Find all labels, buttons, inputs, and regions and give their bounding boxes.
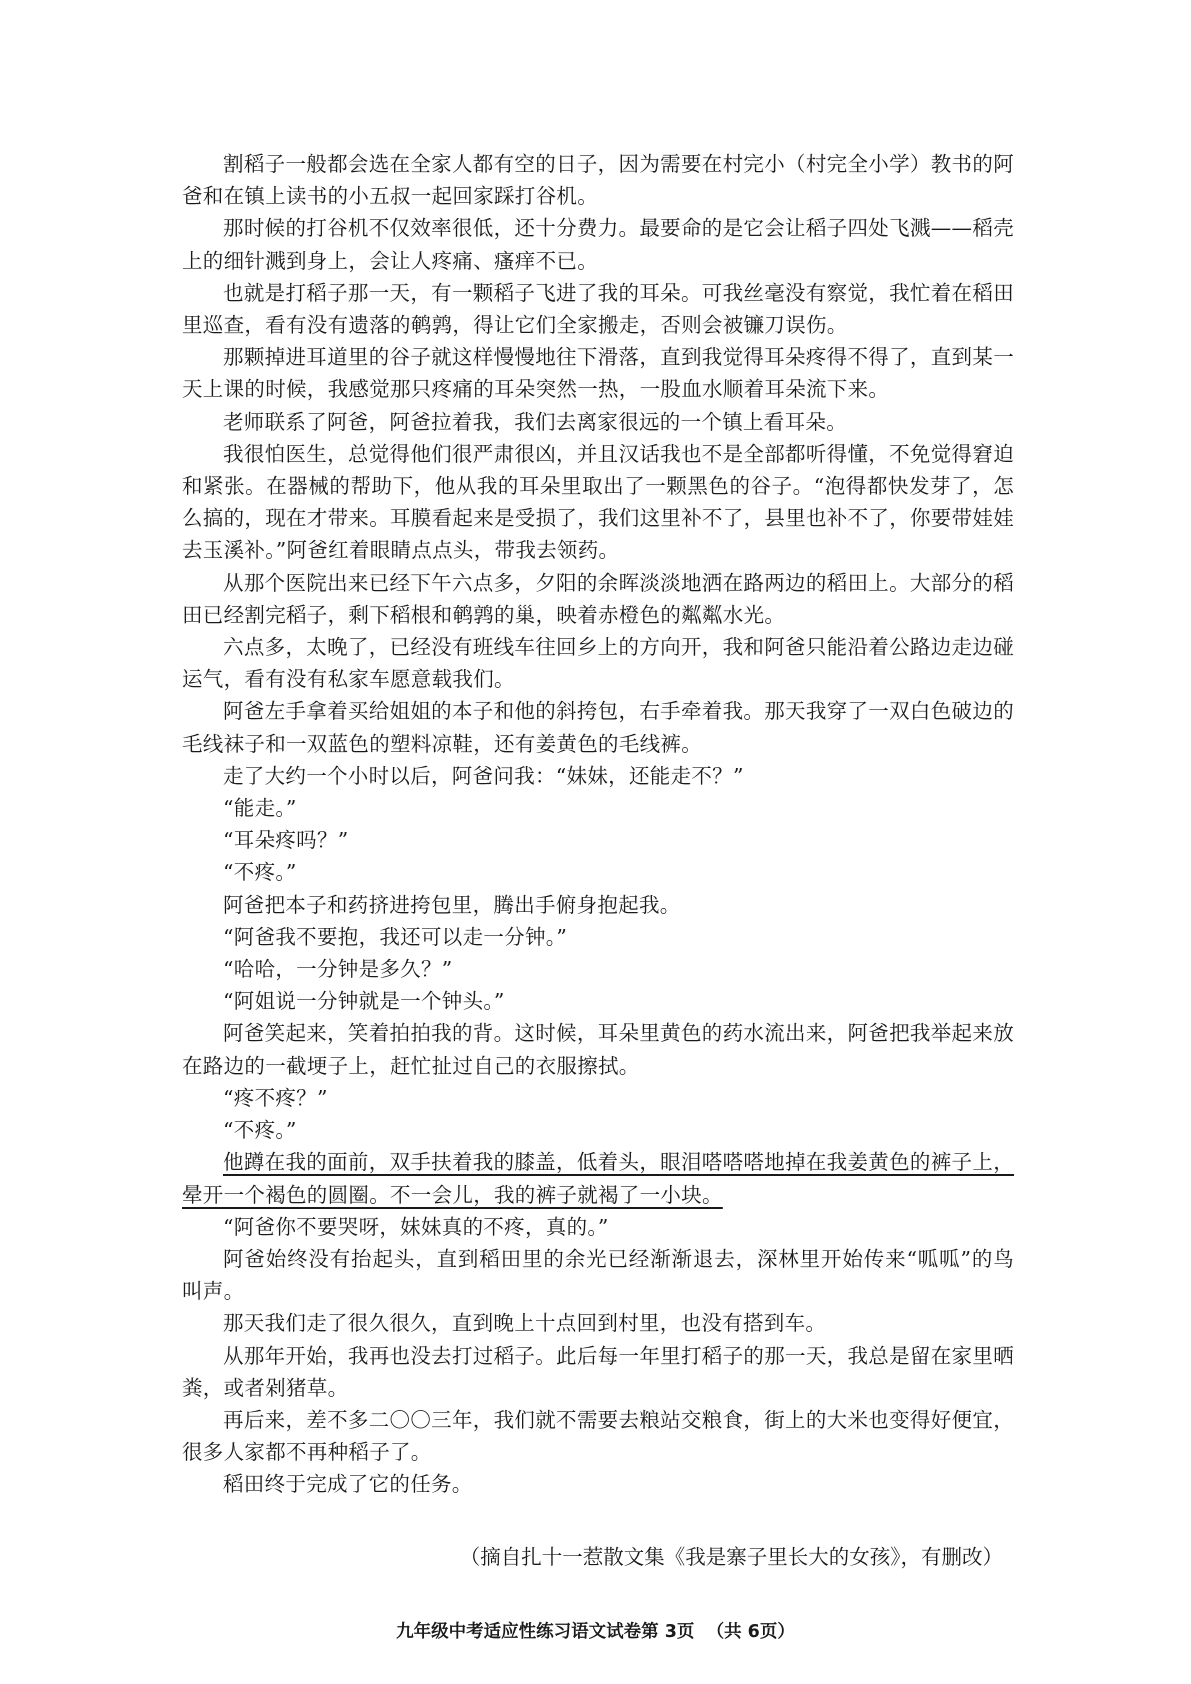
passage-paragraph: 我很怕医生，总觉得他们很严肃很凶，并且汉话我也不是全部都听得懂，不免觉得窘迫和紧张。在器械的帮助下，他从我的耳朵里取出了一颗黑色的谷子。“泡得都快发芽了，怎么搞的，现在才带来。耳膜看起来是受损了，我们这里补不了，县里也补不了，你要带娃娃去玉溪补。”阿爸红着眼睛点点头，带我去领药。 xyxy=(182,441,1014,563)
underlined-sentence: 他蹲在我的面前，双手扶着我的膝盖，低着头，眼泪嗒嗒嗒地掉在我姜黄色的裤子上，晕开一个褐色的圆圈。不一会儿，我的裤子就褐了一小块。 xyxy=(182,1150,1014,1207)
passage-paragraph: 也就是打稻子那一天，有一颗稻子飞进了我的耳朵。可我丝毫没有察觉，我忙着在稻田里巡查，看有没有遗落的鹌鹑，得让它们全家搬走，否则会被镰刀误伤。 xyxy=(182,280,1014,338)
dialogue-line: “阿爸我不要抱，我还可以走一分钟。” xyxy=(223,924,568,949)
passage-paragraph: 那天我们走了很久很久，直到晚上十点回到村里，也没有搭到车。 xyxy=(223,1311,827,1336)
dialogue-line: “疼不疼？” xyxy=(223,1085,328,1110)
dialogue-line: “哈哈，一分钟是多久？” xyxy=(223,957,453,982)
passage-paragraph: 从那年开始，我再也没去打过稻子。此后每一年里打稻子的那一天，我总是留在家里晒粪，或者剁猪草。 xyxy=(182,1343,1014,1400)
passage-paragraph: 稻田终于完成了它的任务。 xyxy=(223,1472,473,1497)
dialogue-line: “阿姐说一分钟就是一个钟头。” xyxy=(223,989,505,1014)
dialogue-line: “阿爸你不要哭呀，妹妹真的不疼，真的。” xyxy=(223,1214,609,1239)
passage-paragraph: 阿爸始终没有抬起头，直到稻田里的余光已经渐渐退去，深林里开始传来“呱呱”的鸟叫声。 xyxy=(182,1246,1014,1304)
dialogue-line: “不疼。” xyxy=(223,860,297,885)
passage-paragraph: 阿爸把本子和药挤进挎包里，腾出手俯身抱起我。 xyxy=(223,892,681,917)
passage-paragraph: 那时候的打谷机不仅效率很低，还十分费力。最要命的是它会让稻子四处飞溅——稻壳上的细针溅到身上，会让人疼痛、瘙痒不已。 xyxy=(182,216,1014,273)
reading-passage xyxy=(182,148,1014,1501)
passage-paragraph: 老师联系了阿爸，阿爸拉着我，我们去离家很远的一个镇上看耳朵。 xyxy=(223,409,847,434)
source-citation: （摘自扎十一惹散文集《我是寨子里长大的女孩》，有删改） xyxy=(459,1545,1003,1569)
passage-paragraph: 再后来，差不多二〇〇三年，我们就不需要去粮站交粮食，街上的大米也变得好便宜，很多人家都不再种稻子了。 xyxy=(182,1407,1014,1465)
passage-paragraph: 走了大约一个小时以后，阿爸问我：“妹妹，还能走不？” xyxy=(223,763,744,788)
dialogue-line: “能走。” xyxy=(223,796,297,821)
dialogue-line: “耳朵疼吗？” xyxy=(223,828,349,853)
passage-paragraph: 割稻子一般都会选在全家人都有空的日子，因为需要在村完小（村完全小学）教书的阿爸和在镇上读书的小五叔一起回家踩打谷机。 xyxy=(182,152,1014,209)
passage-paragraph: 阿爸笑起来，笑着拍拍我的背。这时候，耳朵里黄色的药水流出来，阿爸把我举起来放在路边的一截埂子上，赶忙扯过自己的衣服擦拭。 xyxy=(182,1021,1014,1078)
dialogue-line: “不疼。” xyxy=(223,1118,297,1143)
page-footer: 九年级中考适应性练习语文试卷第 3页 （共 6页） xyxy=(396,1622,795,1642)
passage-paragraph: 那颗掉进耳道里的谷子就这样慢慢地往下滑落，直到我觉得耳朵疼得不得了，直到某一天上课的时候，我感觉那只疼痛的耳朵突然一热，一股血水顺着耳朵流下来。 xyxy=(182,345,1014,402)
passage-paragraph: 从那个医院出来已经下午六点多，夕阳的余晖淡淡地洒在路两边的稻田上。大部分的稻田已经割完稻子，剩下稻根和鹌鹑的巢，映着赤橙色的粼粼水光。 xyxy=(182,570,1014,627)
underlined-paragraph xyxy=(182,1146,1014,1210)
passage-paragraph: 阿爸左手拿着买给姐姐的本子和他的斜挎包，右手牵着我。那天我穿了一双白色破边的毛线袜子和一双蓝色的塑料凉鞋，还有姜黄色的毛线裤。 xyxy=(182,699,1014,756)
passage-paragraph: 六点多，太晚了，已经没有班线车往回乡上的方向开，我和阿爸只能沿着公路边走边碰运气，看有没有私家车愿意载我们。 xyxy=(182,635,1014,692)
